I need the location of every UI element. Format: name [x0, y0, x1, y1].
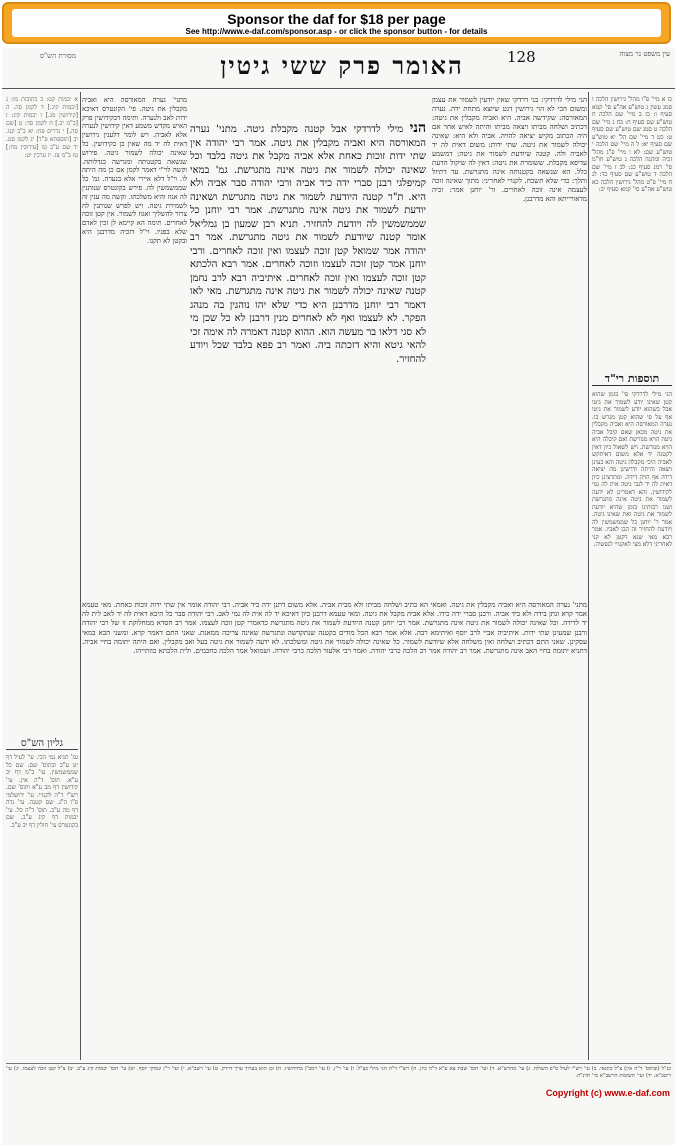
tosafot-rid-column: הני מילי לדרדקי פי' בזמן שהוא קטן שאינו יודע לשמור את גיטו אבל כשהוא יודע לשמור את גיטו אף על פי שהוא קטן מגרש בו. נערה המאורסה היא ואביה מקבלין את גיטה מכאן שאם קיבל אביה גיטה הויא מגורשת ואם קיבלה היא הויא מגורשת. ויש לשאול כיון דאין לקטנה יד אלא משום דאיתקש לאביה היכי מקבלה גיטה והא בעינן ויצאה והיתה ודרשינן מה יציאה דידה אף הויה דידה. ומתרצינן כיון דאית לה יד לגבי גיטה אית לה נמי לקידושין. והא דאמרינן לא ידעה לשמור את גיטה אינה מתגרשת ושנו רבותינו בזמן שהיא יודעת לשמור את גיטה ואת שאינו גיטה. אמר ר' יוחנן כל שממשמשין לה ויודעת להחזיר זה הבן לאביו. אמר רבא מאי שנא דקטן לא קני לאחריני דלא מצי לאקנויי לנפשיה.	[592, 391, 672, 548]
gilyon-hashas-column: גמ' תניא נמי הכי. עי' לעיל דף יט ע"ב ובתוס' שם. שם כל שממשמשין. עי' ב"מ דף יב ע"א. תוס' ד"ה אין. עי' קידושין דף מב ע"א ותוס' שם. רש"י ד"ה לקנויי. עי' ירושלמי פ"ו ה"ג. שם קטנה. עי' נדה דף מה ע"ב. תוס' ד"ה כל. עי' יבמות דף קיג ע"ב. שם בקונטרס עי' חולין דף יב ע"ב.	[6, 754, 78, 829]
gemara-main-text	[190, 122, 426, 597]
rashi-column: הני מילי לדרדקי: בני דרדקי שאין יודעין לשמור את עצמן ומשום הכי לא הוי גירושין דגט שיוצא מתחת ידה. נערה המאורסה: שקידשה אביה. היא ואביה מקבלין את גיטה: דכתיב ושלחה מביתו ויצאה מביתו והיתה לאיש אחר אם היה הכתוב מקיש יציאה להויה. אביה ולא היא: שאינה יכולה לשמור את גיטה. שתי ידות: משום דאית לה יד לאביה ולה. קטנה שיודעת לשמור את גיטה: דמשמע עדיפא מקבלת. ששומרת את גיטה: דאין לה שיקול הדעת כלל. הא שנשאה בקטנותה אינה מתגרשת. עד דתיזל ותלך: כדי שלא תשכח. לקנויי לאחריני: מתוך שאינה זוכה לעצמה אינה זוכה לאחרים. ור' יוחנן אמר: זכיה מדאורייתא והא מדרבנן.	[432, 96, 587, 203]
tosafot-column: מתני' נערה המאורסה היא ואביה מקבלין את גיטה. פי' הקונטרס דאיכא ידות לאב ולנערה. ותימה דבקידושין פרק האיש מקדש משמע דאין קידושין לנערה אלא לאביה. ויש לומר דלענין גירושין דאית לה יד מה שאין כן בקידושין. כל שאינה יכולה לשמור גיטה. פירוש שנשאה בקטנותה ומגרשה בגדלותה. וקשה לר"י דאמר לקמן אם כן מה היתה לו. וי"ל דלא איירי אלא בנערה. גמ' כל שממשמשין לה. פירש בקונטרס שנותנין לה אגוז והיא משלכתו. וקשה מה ענין זה לשמירת גיטה. ויש לפרש שנותנין לה צרור להשליך ואגוז לשמור. אין קטן זוכה לאחרים. תימה הא קיימא לן זכין לאדם שלא בפניו. וי"ל דזכיה מדרבנן היא ובקטן לא תקנו.	[82, 96, 187, 245]
sponsor-banner-title[interactable]: Sponsor the daf for $18 per page	[227, 11, 446, 27]
page-number: 128	[507, 48, 536, 66]
sponsor-banner[interactable]	[2, 2, 671, 44]
page-title: האומר פרק ששי גיטין	[220, 51, 464, 80]
column-divider	[80, 92, 81, 1060]
column-divider	[588, 92, 589, 1060]
page-header	[2, 48, 675, 89]
tosafot-rid-heading: תוספות רי"ד	[592, 372, 672, 386]
gemara-body: מילי לדרדקי אבל קטנה מקבלת גיטה. מתני' נערה המאורסה היא ואביה מקבלין את גיטה. אמר רבי יהודה אין שתי ידות זוכות כאחת אלא אביה מקבל את גיטה בלבד וכל שאינה יכולה לשמור את גיטה אינה מתגרשת. גמ' במאי קמיפלגי רבנן סברי ידה כיד אביה ורבי יהודה סבר אביה ולא היא. ת"ר קטנה היודעת לשמור את גיטה מתגרשת ושאינה יודעת לשמור את גיטה אינה מתגרשת. אמר רבי יוחנן כל שממשמשין לה ויודעת להחזיר. תניא רבן שמעון בן גמליאל אומר קטנה שיודעת לשמור את גיטה מתגרשת. אמר רב יהודה אמר שמואל קטן זוכה לעצמו ואין זוכה לאחרים. ורבי יוחנן אמר קטן זוכה לעצמו וזוכה לאחרים. אמר רבא הלכתא קטן זוכה לעצמו ואין זוכה לאחרים. איתיביה רבא לרב נחמן קטנה שאינה יכולה לשמור את גיטה אינה מתגרשת. מאי לאו דאמר רבי יוחנן מדרבנן היא כדי שלא יהו נוהגין בה מנהג הפקר. לא לעצמו ואף לא לאחרים מנין דרבנן לא כל שכן מי לא סגי דלאו בר מעשה הוא. ההוא קטנה דאמרה לה אימה זכי להאי גיטא והיא דזכתה ביה. ואמר רב פפא בלבד שכל ויודע להחזיר.	[190, 124, 426, 365]
copyright-link[interactable]: Copyright (c) www.e-daf.com	[545, 1088, 670, 1098]
talmud-page	[2, 48, 675, 1145]
gilyon-hashas-heading: גליון הש"ס	[6, 738, 78, 750]
gemara-opening-word: הני	[409, 122, 426, 136]
ein-mishpat-column: כו א מיי' פ"ו מהל' גירושין הלכה ו סמג עשין נ טוש"ע אה"ע סי' קמא סעיף ו: כז ב מיי' שם הלכה ח טוש"ע שם סעיף ח: כח ג מיי' שם הלכה ט סמג שם טוש"ע שם סעיף ט: כט ד מיי' שם הל' יא טוש"ע שם סעיף יא: ל ה מיי' שם הלכה י טוש"ע שם: לא ו מיי' פ"ג מהל' זכיה ומתנה הלכה ג טוש"ע חו"מ סי' רמג סעיף כג: לב ז מיי' שם הלכה ד טוש"ע שם סעיף כד: לג ח מיי' פ"ט מהל' גירושין הלכה כא טוש"ע אה"ע סי' קמא סעיף יב:	[592, 96, 672, 193]
masoret-hashas-column: א יבמות קט: ב כתובות מו: ג [יבמות קיג.] ד לקמן סה. ה [קידושין מג.] ו יבמות קיג: ז [ב"מ יב.] ח לקמן סד: ט [שם סה.] י נדרים פח: יא ב"ב קנו. יב [תוספתא פ"ד] יג לקמן סט. יד שם ע"ב טו [עירובין מח:] טז ב"מ צז. יז ערכין יט:	[6, 96, 78, 159]
ein-mishpat-heading: עין משפט נר מצוה	[619, 50, 670, 58]
sponsor-banner-inner[interactable]	[12, 9, 661, 37]
commentary-lower-block: מתני' נערה המאורסה היא ואביה מקבלין את גיטה. ואמאי הא כתיב ושלחה מביתו ולא מבית אביה. אלא משום דתנן ידה כיד אביה. רבי יהודה אומר אין שתי ידות זוכות כאחת. מאי טעמא אמר קרא ונתן בידה ולא ביד אביה. ורבנן סברי ידה כידו. אלא אביה מקבל את גיטה. ומאי טעמא דרבנן כיון דאיכא יד לה אית לה נמי לאב. רבי יהודה סבר כל היכא דאית לה יד לאב לית לה יד לדידה. וכל שאינה יכולה לשמור את גיטה אינה מתגרשת. אמר רבי יוחנן קטנה היודעת לשמור את גיטה מתגרשת כדאמרי קטן זוכה לעצמו. אמר רב חסדא ממחלוקת זו של רבי יהודה ורבנן שמעינן שתי ידות. איתיביה אביי לרב יוסף ואיתימא רבה. אלא אמר רבא הכל מודים בקטנה שנתקדשה ונתגרשה שאינה צריכה ממאנת. שאני התם דאמר קרא. ומשני הכא במאי עסקינן. שאני התם דכתיב ושלחה ואין משלחה אלא שיודעת לשמור. כל שאינה יכולה לשמור את גיטה ומשלכתו. לא ידעה לשמור את גיטה בעל ואב מקבלין. ואם היתה יתומה בחיי אביה. דתניא יתומה בחיי האב אינה מתגרשת. אמר רב יהודה אמר רב הלכה כרבי יהודה. ואמר רבי אלעזר הלכה כרבי יהודה. ושמואל אמר הלכה כחכמים. ולית הלכתא כוותייהו.	[82, 601, 587, 656]
masoret-heading: מסורת הש"ס	[39, 52, 76, 60]
footnotes-block: כנ"ל (ובתוס' ד"ה אין) צ"ל כתנאי. ב) עי' רש"י לעיל ס"פ השולח. ג) עי' מהרש"א. ד) ועי' תוס' שבת צא ע"א ד"ה כיון. ה) רש"י ד"ה הני מילי כצ"ל. ו) עי' ר"ן. ז) עי' רמב"ן בחידושיו. ח) וכן הוא בערוך ערך דרדק. ט) עי' רשב"א. י) ועי' ר"ן ונמוקי יוסף. יא) עי' תוס' יבמות קיג ע"ב. יב) צ"ל קטן זוכה לעצמו. יג) עי' ריטב"א. יד) ועי' תשובות הרשב"א סי' תרנ"ה.	[6, 1063, 671, 1132]
sponsor-banner-subtitle[interactable]: See http://www.e-daf.com/sponsor.asp - or click the sponsor button - for details	[185, 27, 488, 36]
